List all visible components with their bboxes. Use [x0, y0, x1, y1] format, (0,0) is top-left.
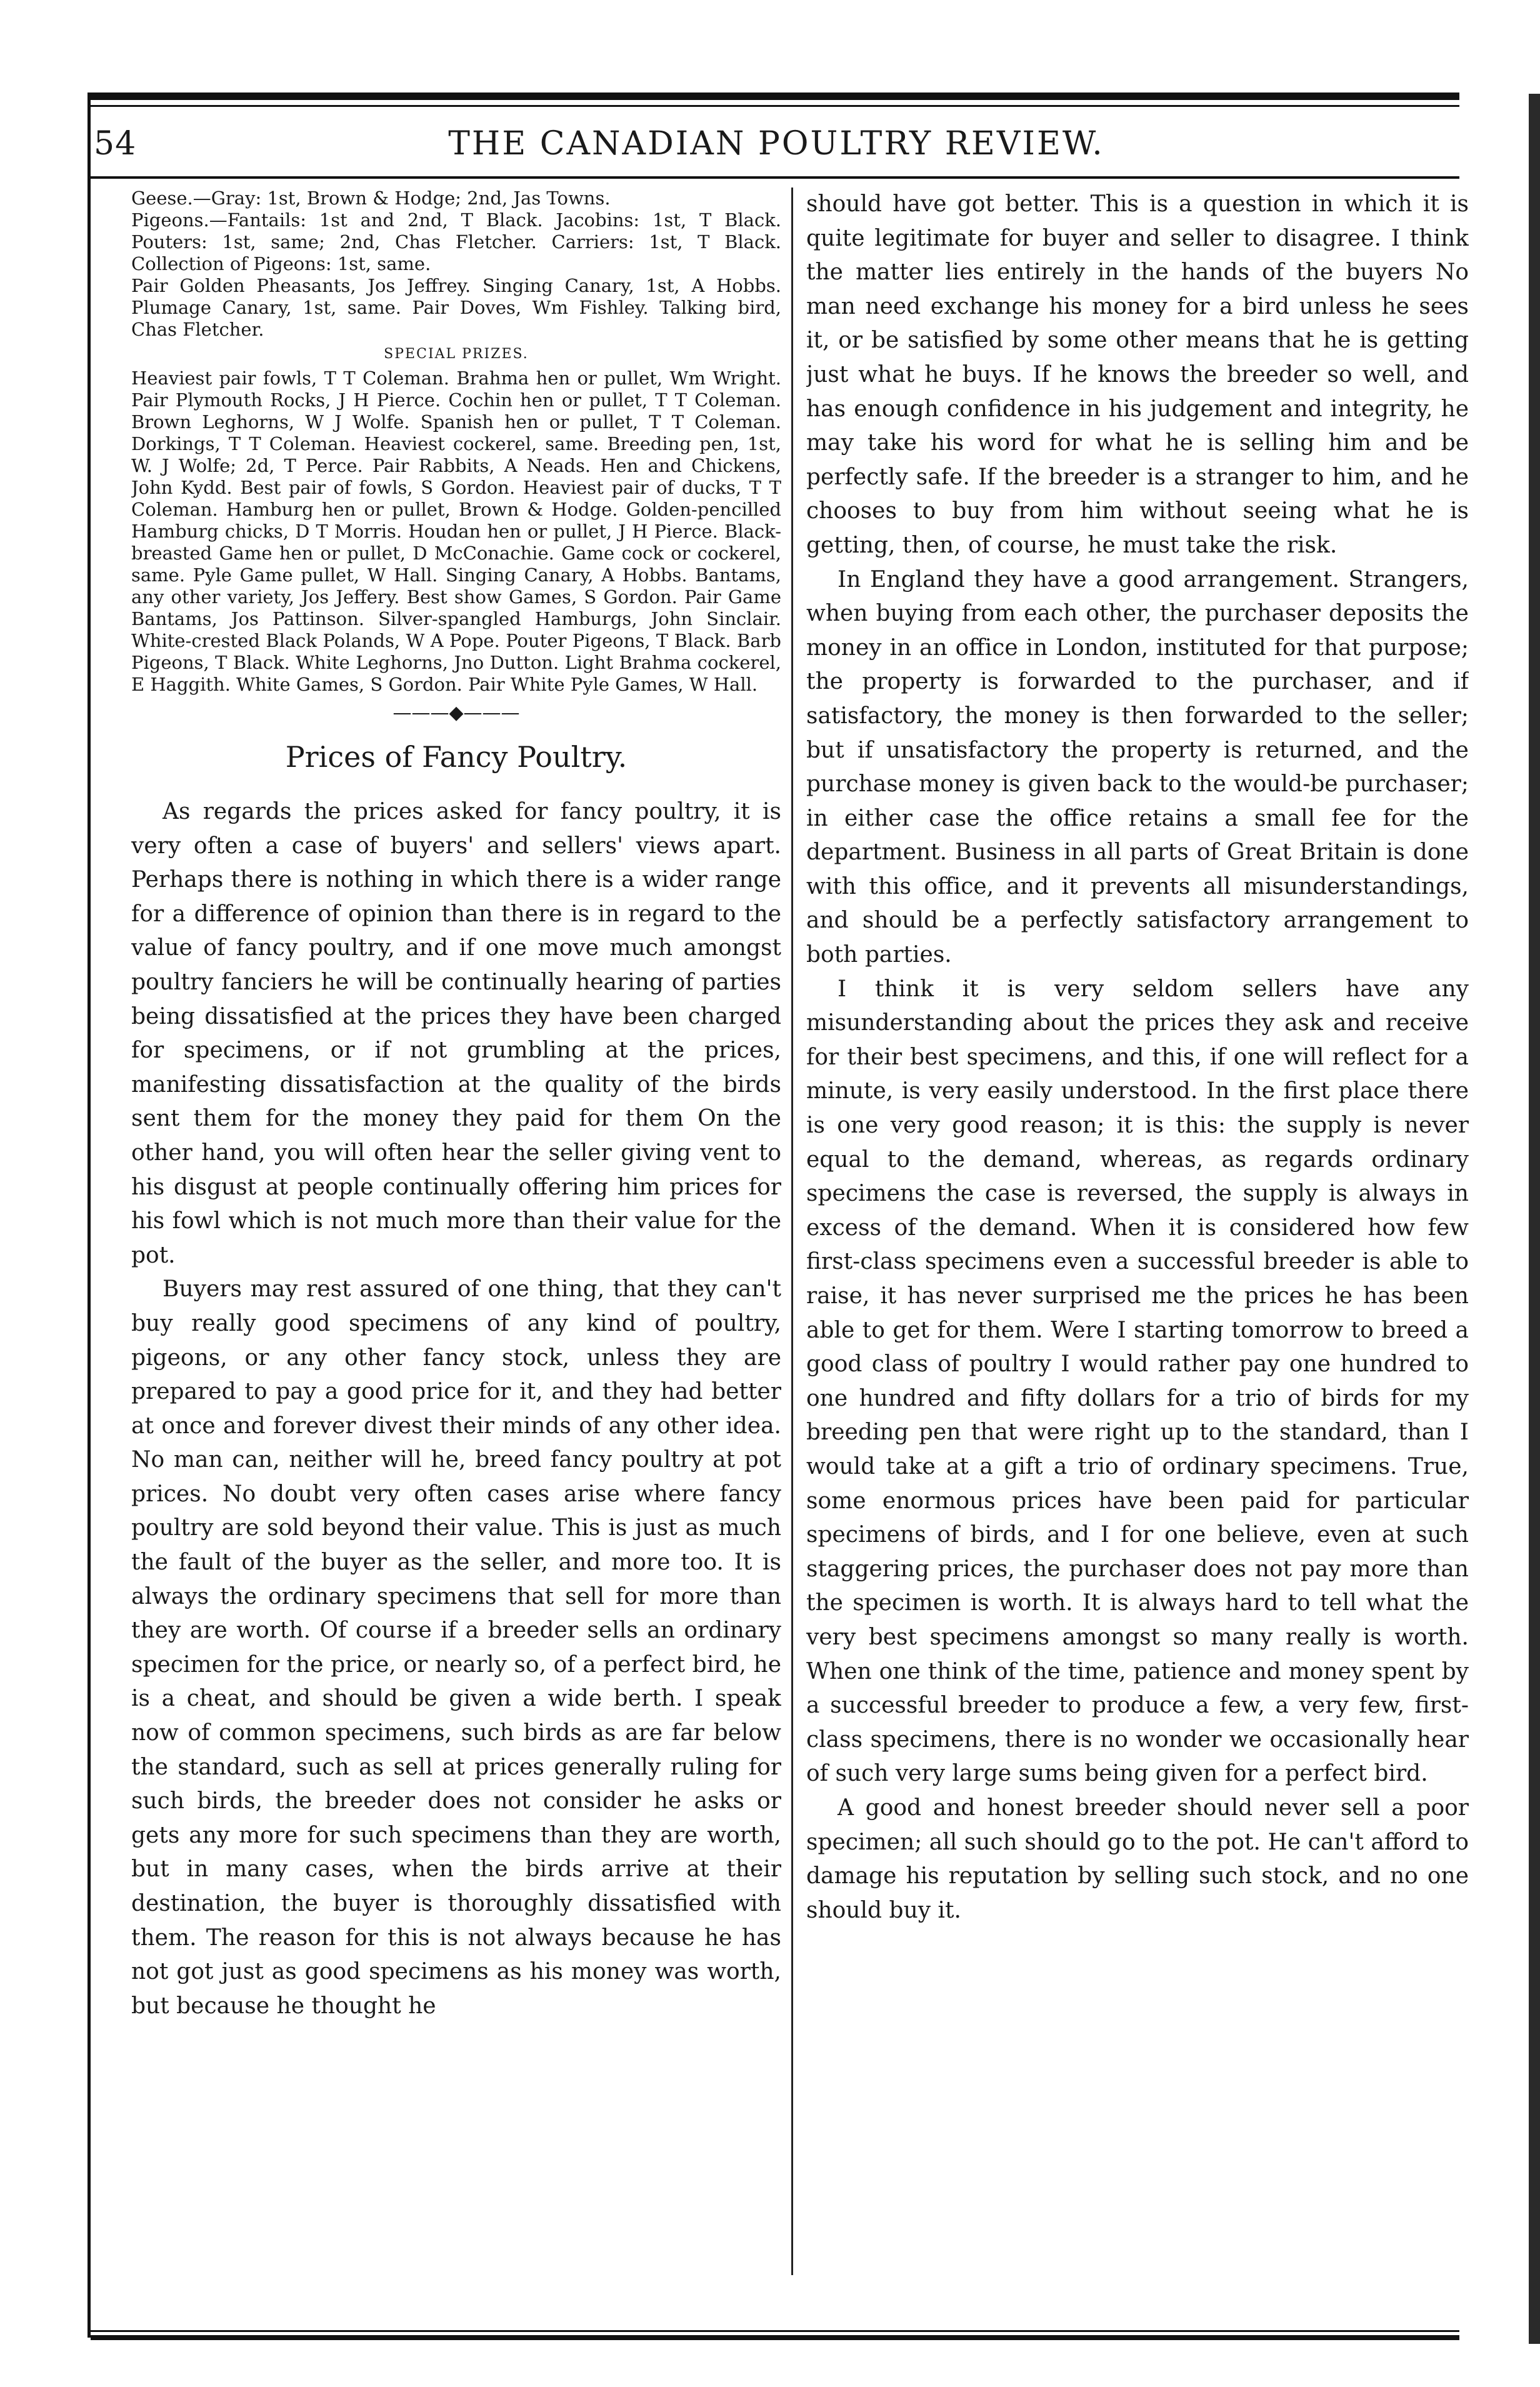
section-separator: ———◆——— [392, 702, 520, 724]
page-number: 54 [94, 125, 137, 163]
left-column [131, 188, 781, 2023]
bottom-rule-thick [91, 2335, 1459, 2340]
article-paragraph: In England they have a good arrangement. Strangers, when buying from each other, the purchaser deposits the money in an office in London, instituted for that purpose; the property is forwarded to the purchaser, and if satisfactory, the money is then forwarded to the seller; but if unsatisfactory the property is returned, and the purchase money is given back to the would-be purchaser; in either case the office retains a small fee for the department. Business in all parts of Great Britain is done with this office, and it prevents all misunderstandings, and should be a perfectly satisfactory arrangement to both parties. [806, 566, 1469, 968]
special-prizes-heading: SPECIAL PRIZES. [384, 346, 529, 362]
column-divider [791, 188, 793, 2275]
right-column [806, 188, 1469, 1928]
page-header [94, 125, 1459, 169]
prize-pigeons: Pigeons.—Fantails: 1st and 2nd, T Black. Jacobins: 1st, T Black. Pouters: 1st, same; 2nd, Chas Fletcher. Carriers: 1st, T Black. Collection of Pigeons: 1st, same. [131, 209, 781, 274]
prize-misc: Pair Golden Pheasants, Jos Jeffrey. Singing Canary, 1st, A Hobbs. Plumage Canary, 1st, same. Pair Doves, Wm Fishley. Talking bird, Chas Fletcher. [131, 275, 781, 340]
article-body-left [131, 795, 781, 2023]
prize-geese: Geese.—Gray: 1st, Brown & Hodge; 2nd, Jas Towns. [131, 188, 611, 209]
left-border-rule [88, 93, 91, 2338]
special-prizes-text: Heaviest pair fowls, T T Coleman. Brahma hen or pullet, Wm Wright. Pair Plymouth Rocks, J H Pierce. Cochin hen or pullet, T T Coleman. Brown Leghorns, W J Wolfe. Spanish hen or pullet, T T Coleman. Dorkings, T T Coleman. Heaviest cockerel, same. Breeding pen, 1st, W. J Wolfe; 2d, T Perce. Pair Rabbits, A Neads. Hen and Chickens, John Kydd. Best pair of fowls, S Gordon. Heaviest pair of ducks, T T Coleman. Hamburg hen or pullet, Brown & Hodge. Golden-pencilled Hamburg chicks, D T Morris. Houdan hen or pullet, J H Pierce. Black-breasted Game hen or pullet, D McConachie. Game cock or cockerel, same. Pyle Game pullet, W Hall. Singing Canary, A Hobbs. Bantams, any other variety, Jos Jeffery. Best show Games, S Gordon. Pair Game Bantams, Jos Pattinson. Silver-spangled Hamburgs, John Sinclair. White-crested Black Polands, W A Pope. Pouter Pigeons, T Black. Barb Pigeons, T Black. White Leghorns, Jno Dutton. Light Brahma cockerel, E Haggith. White Games, S Gordon. Pair White Pyle Games, W Hall. [131, 368, 781, 695]
article-headline: Prices of Fancy Poultry. [285, 740, 628, 774]
header-underline [91, 176, 1459, 179]
journal-title: THE CANADIAN POULTRY REVIEW. [448, 125, 1104, 163]
article-paragraph: Buyers may rest assured of one thing, that they can't buy really good specimens of any kind of poultry, pigeons, or any other fancy stock, unless they are prepared to pay a good price for it, and they had better at once and forever divest their minds of any other idea. No man can, neither will he, breed fancy poultry at pot prices. No doubt very often cases arise where fancy poultry are sold beyond their value. This is just as much the fault of the buyer as the seller, and more too. It is always the ordinary specimens that sell for more than they are worth. Of course if a breeder sells an ordinary specimen for the price, or nearly so, of a perfect bird, he is a cheat, and should be given a wide berth. I speak now of common specimens, such birds as are far below the standard, such as sell at prices generally ruling for such birds, the breeder does not consider he asks or gets any more for such specimens than they are worth, but in many cases, when the birds arrive at their destination, the buyer is thoroughly dissatisfied with them. The reason for this is not always because he has not got just as good specimens as his money was worth, but because he thought he [131, 1276, 781, 2019]
top-rule-thin [91, 105, 1459, 107]
prize-list [131, 188, 781, 696]
article-body-right [806, 188, 1469, 1928]
article-paragraph: As regards the prices asked for fancy poultry, it is very often a case of buyers' and sellers' views apart. Perhaps there is nothing in which there is a wider range for a difference of opinion than there is in regard to the value of fancy poultry, and if one move much amongst poultry fanciers he will be continually hearing of parties being dissatisfied at the prices they have been charged for specimens, or if not grumbling at the prices, manifesting dissatisfaction at the quality of the birds sent them for the money they paid for them On the other hand, you will often hear the seller giving vent to his disgust at people continually offering him prices for his fowl which is not much more than their value for the pot. [131, 799, 781, 1268]
article-continuation: should have got better. This is a question in which it is quite legitimate for buyer and seller to disagree. I think the matter lies entirely in the hands of the buyers No man need exchange his money for a bird unless he sees it, or be satisfied by some other means that he is getting just what he buys. If he knows the breeder so well, and has enough confidence in his judgement and integrity, he may take his word for what he is selling him and be perfectly safe. If the breeder is a stranger to him, and he chooses to buy from him without seeing what he is getting, then, of course, he must take the risk. [806, 191, 1469, 558]
article-paragraph: I think it is very seldom sellers have any misunderstanding about the prices they ask and receive for their best specimens, and this, if one will reflect for a minute, is very easily understood. In the first place there is one very good reason; it is this: the supply is never equal to the demand, whereas, as regards ordinary specimens the case is reversed, the supply is always in excess of the demand. When it is considered how few first-class specimens even a successful breeder is able to raise, it has never surprised me the prices he has been able to get for them. Were I starting tomorrow to breed a good class of poultry I would rather pay one hundred to one hundred and fifty dollars for a trio of birds for my breeding pen that were right up to the standard, than I would take at a gift a trio of ordinary specimens. True, some enormous prices have been paid for particular specimens of birds, and I for one believe, even at such staggering prices, the purchaser does not pay more than the specimen is worth. It is always hard to tell what the very best specimens amongst so many really is worth. When one think of the time, patience and money spent by a successful breeder to produce a few, a very few, first-class specimens, there is no wonder we occasionally hear of such very large sums being given for a perfect bird. [806, 976, 1469, 1787]
bottom-rule-thin [91, 2330, 1459, 2332]
top-rule-thick [91, 93, 1459, 100]
article-paragraph: A good and honest breeder should never sell a poor specimen; all such should go to the pot. He can't afford to damage his reputation by selling such stock, and no one should buy it. [806, 1794, 1469, 1923]
page-edge-shadow [1529, 94, 1540, 2344]
